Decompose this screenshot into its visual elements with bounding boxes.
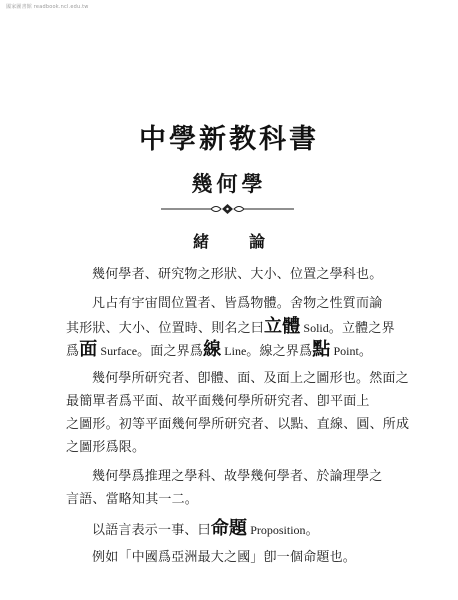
defined-term: 立體 <box>264 316 301 337</box>
section-heading <box>0 229 458 252</box>
series-title: 中學新教科書 <box>139 124 319 155</box>
defined-term: 命題 <box>210 518 248 539</box>
paragraph <box>66 465 402 511</box>
text-segment: 。線之界爲 <box>246 344 313 359</box>
paragraph <box>66 517 402 540</box>
text-segment: 。 <box>305 523 319 538</box>
text-segment: 最簡單者爲平面、故平面幾何學所研究者、卽平面上 <box>66 394 370 409</box>
text-segment: 凡占有宇宙間位置者、皆爲物體。舍物之性質而論 <box>92 296 383 311</box>
text-line <box>66 413 410 436</box>
defined-term: 線 <box>203 339 222 360</box>
subject-title: 幾何學 <box>191 171 267 196</box>
divider-ornament <box>161 201 294 217</box>
paragraph <box>66 292 402 361</box>
text-line <box>66 488 402 511</box>
text-segment: 。面之界爲 <box>137 344 204 359</box>
text-line <box>66 338 402 361</box>
text-segment: 幾何學所研究者、卽體、面、及面上之圖形也。然面之 <box>92 371 409 386</box>
text-segment: 幾何學者、研究物之形狀、大小、位置之學科也。 <box>92 267 383 282</box>
text-line <box>66 315 402 338</box>
defined-term: 點 <box>312 339 331 360</box>
text-segment: 之圖形爲限。 <box>66 440 146 455</box>
defined-term: 面 <box>79 339 98 360</box>
english-term: Solid <box>300 321 329 335</box>
text-segment: 其形狀、大小、位置時、則名之曰 <box>66 321 265 336</box>
section-heading-char-2: 論 <box>249 232 266 251</box>
text-segment: 。 <box>358 344 373 359</box>
text-segment: 之圖形。初等平面幾何學所研究者、以點、直線、圓、所成 <box>66 417 410 432</box>
text-line <box>66 517 402 540</box>
text-segment: 爲 <box>66 344 80 359</box>
text-segment: 以語言表示一事、曰 <box>92 523 211 538</box>
text-segment: 。立體之界 <box>328 321 395 336</box>
body-text <box>66 263 410 569</box>
text-segment: 言語、當略知其一二。 <box>66 492 199 507</box>
library-watermark: 國家圖書館 readbook.ncl.edu.tw <box>6 4 89 10</box>
text-line <box>66 465 402 488</box>
english-term: Point <box>330 344 359 358</box>
text-line <box>66 546 402 569</box>
english-term: Line <box>221 344 247 358</box>
english-term: Surface <box>97 344 138 358</box>
paragraph <box>66 367 410 459</box>
text-segment: 例如「中國爲亞洲最大之國」卽一個命題也。 <box>92 550 357 565</box>
section-heading-char-1: 緒 <box>192 232 209 251</box>
text-line <box>66 436 402 459</box>
paragraph <box>66 263 402 286</box>
text-line <box>66 390 402 413</box>
english-term: Proposition <box>247 523 306 537</box>
text-line <box>66 292 402 315</box>
text-segment: 幾何學爲推理之學科、故學幾何學者、於論理學之 <box>92 469 383 484</box>
text-line <box>66 367 409 390</box>
text-line <box>66 263 402 286</box>
paragraph <box>66 546 402 569</box>
